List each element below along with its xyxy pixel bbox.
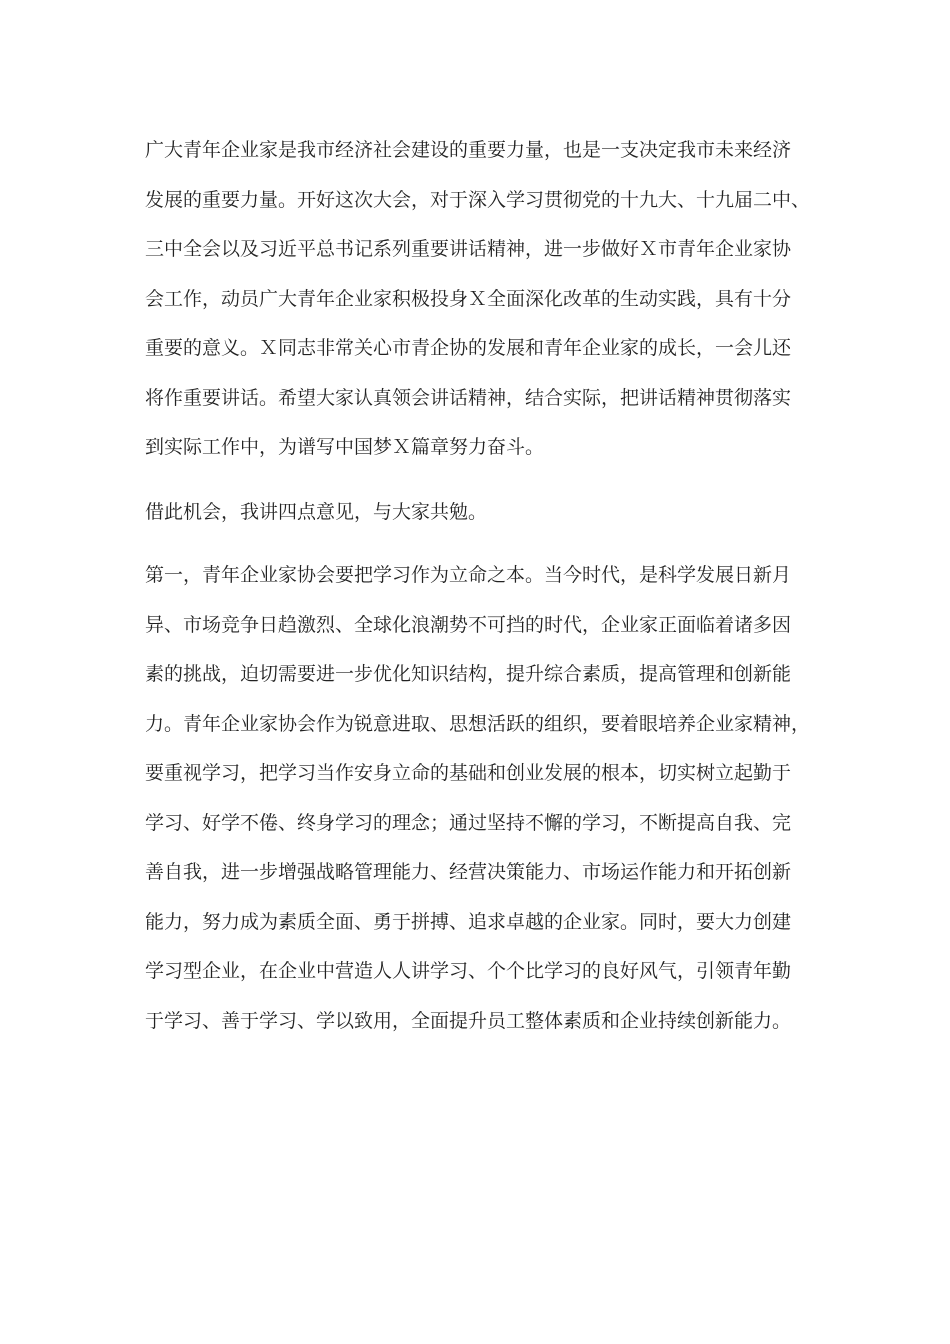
- text-line: 发展的重要力量。开好这次大会，对于深入学习贯彻党的十九大、十九届二中、: [145, 188, 811, 211]
- text-line: 广大青年企业家是我市经济社会建设的重要力量，也是一支决定我市未来经济: [145, 139, 792, 161]
- text-line: 三中全会以及习近平总书记系列重要讲话精神，进一步做好Ｘ市青年企业家协: [145, 238, 792, 260]
- text-line: 于学习、善于学习、学以致用，全面提升员工整体素质和企业持续创新能力。: [145, 1009, 792, 1032]
- text-line: 学习型企业，在企业中营造人人讲学习、个个比学习的良好风气，引领青年勤: [145, 960, 792, 982]
- text-line: 会工作，动员广大青年企业家积极投身Ｘ全面深化改革的生动实践，具有十分: [145, 287, 792, 310]
- text-line: 将作重要讲话。希望大家认真领会讲话精神，结合实际，把讲话精神贯彻落实: [145, 386, 792, 409]
- text-line: 力。青年企业家协会作为锐意进取、思想活跃的组织，要着眼培养企业家精神，: [145, 712, 811, 735]
- text-line: 要重视学习，把学习当作安身立命的基础和创业发展的根本，切实树立起勤于: [145, 762, 792, 784]
- paragraph-transition: [145, 500, 815, 550]
- paragraph-point-one: [145, 563, 815, 1058]
- text-line: 素的挑战，迫切需要进一步优化知识结构，提升综合素质，提高管理和创新能: [145, 663, 792, 685]
- text-line: 异、市场竞争日趋激烈、全球化浪潮势不可挡的时代，企业家正面临着诸多因: [145, 613, 792, 636]
- text-line: 学习、好学不倦、终身学习的理念；通过坚持不懈的学习，不断提高自我、完: [145, 811, 792, 834]
- text-line: 借此机会，我讲四点意见，与大家共勉。: [145, 501, 488, 523]
- text-line: 第一，青年企业家协会要把学习作为立命之本。当今时代，是科学发展日新月: [145, 564, 792, 586]
- text-line: 到实际工作中，为谱写中国梦Ｘ篇章努力奋斗。: [145, 436, 545, 458]
- text-line: 重要的意义。Ｘ同志非常关心市青企协的发展和青年企业家的成长，一会儿还: [145, 337, 792, 359]
- text-line: 善自我，进一步增强战略管理能力、经营决策能力、市场运作能力和开拓创新: [145, 861, 792, 883]
- text-line: 能力，努力成为素质全面、勇于拼搏、追求卓越的企业家。同时，要大力创建: [145, 910, 792, 933]
- paragraph-intro: [145, 138, 815, 485]
